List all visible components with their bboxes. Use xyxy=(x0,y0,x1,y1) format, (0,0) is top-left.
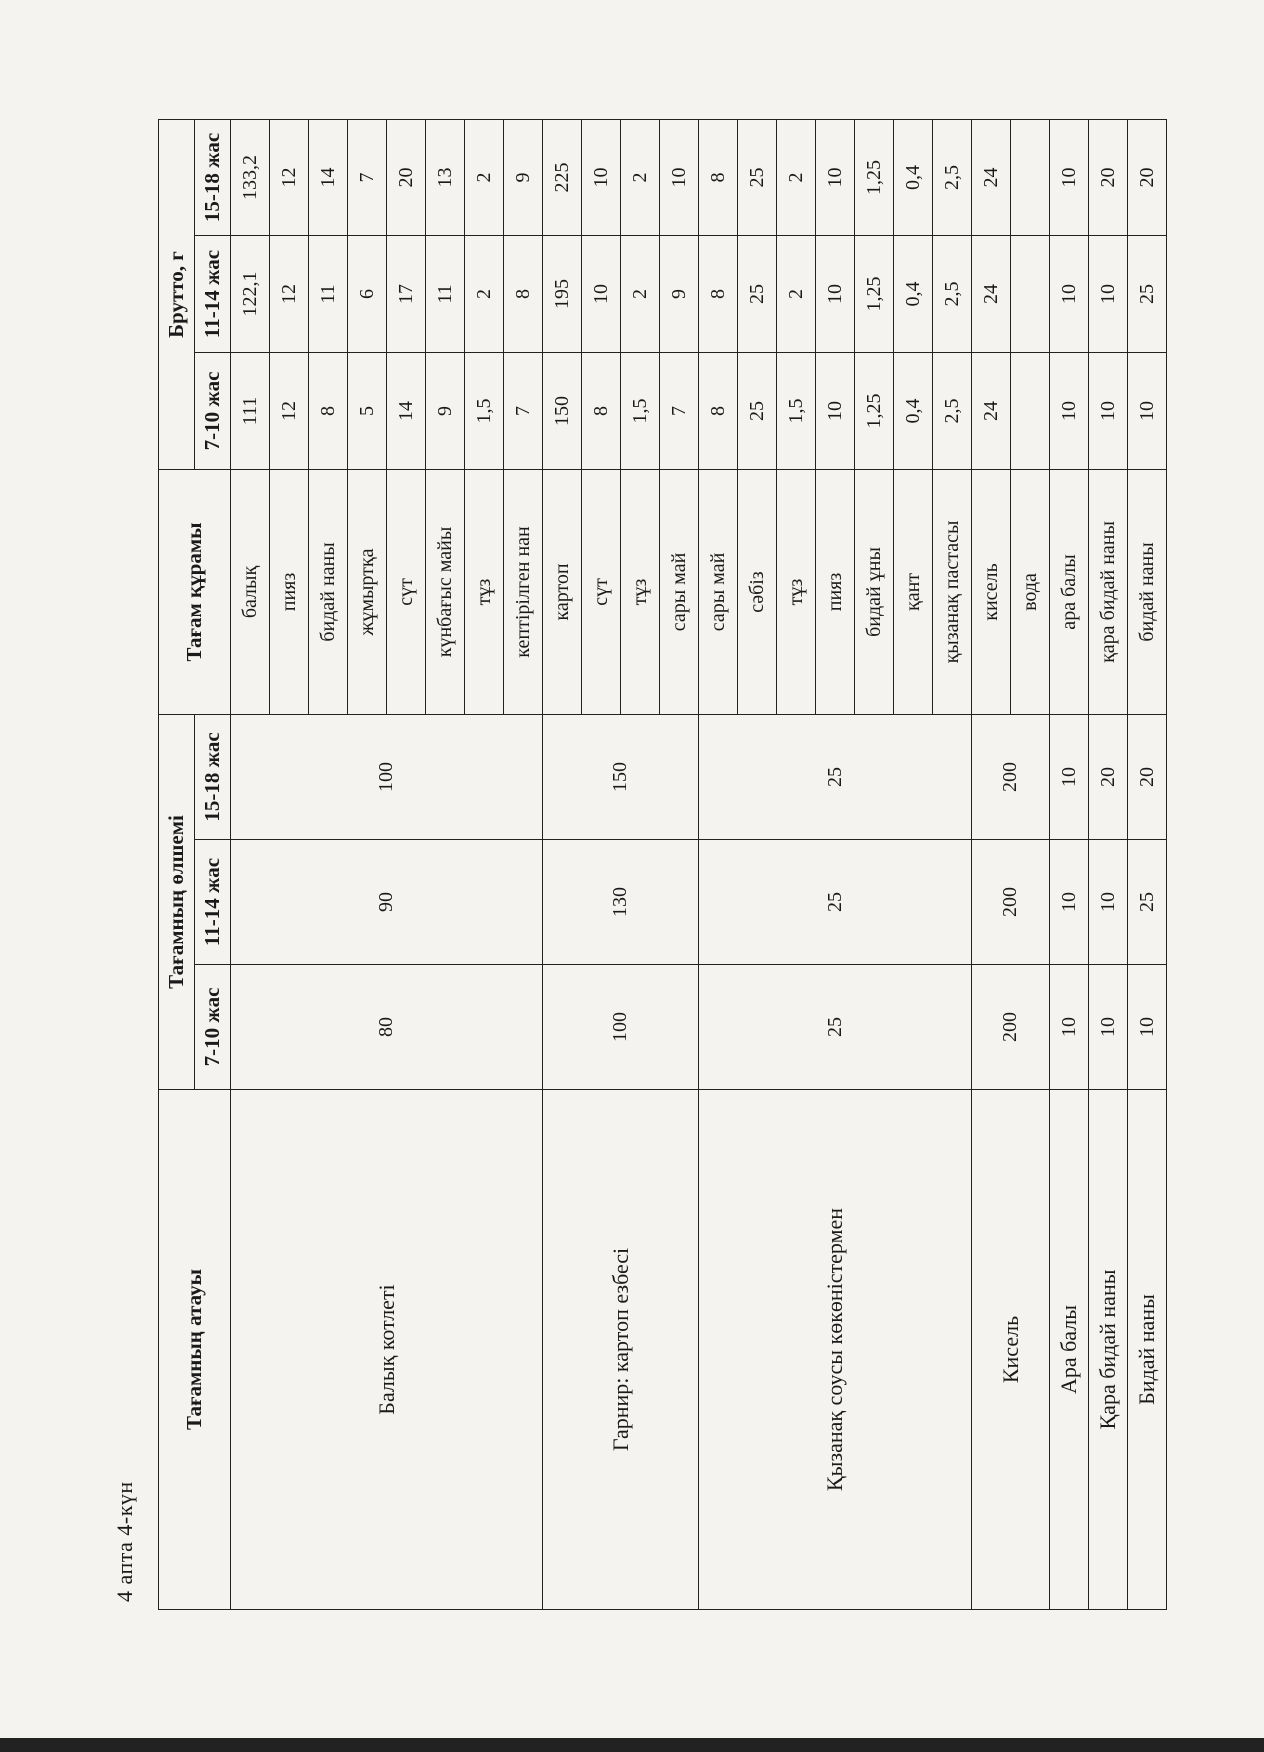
brutto-cell: 8 xyxy=(582,352,621,469)
brutto-cell xyxy=(1011,235,1050,352)
brutto-cell: 9 xyxy=(504,119,543,235)
header-portion-group: Тағамның өлшемі xyxy=(159,714,195,1089)
brutto-cell: 20 xyxy=(1128,119,1167,235)
portion-cell: 25 xyxy=(699,714,972,839)
table-row xyxy=(231,119,270,1609)
brutto-cell: 1,5 xyxy=(777,352,816,469)
brutto-cell: 225 xyxy=(543,119,582,235)
brutto-cell: 7 xyxy=(660,352,699,469)
brutto-cell: 10 xyxy=(816,352,855,469)
ingredient-cell: сүт xyxy=(387,469,426,714)
ingredient-cell: қызанақ пастасы xyxy=(933,469,972,714)
brutto-cell xyxy=(1011,119,1050,235)
dish-name-cell: Гарнир: картоп езбесі xyxy=(543,1090,699,1610)
brutto-cell: 1,25 xyxy=(855,352,894,469)
page-title: 4 апта 4-күн xyxy=(112,1481,137,1602)
ingredient-cell: бидай наны xyxy=(309,469,348,714)
scan-edge xyxy=(0,1738,1264,1752)
rotated-document xyxy=(100,90,1240,1620)
brutto-cell: 0,4 xyxy=(894,235,933,352)
ingredient-cell: тұз xyxy=(777,469,816,714)
brutto-cell: 1,5 xyxy=(621,352,660,469)
header-brutto-11-14: 11-14 жас xyxy=(195,235,231,352)
brutto-cell: 7 xyxy=(504,352,543,469)
ingredient-cell: жұмыртқа xyxy=(348,469,387,714)
brutto-cell: 8 xyxy=(504,235,543,352)
dish-name-cell: Ара балы xyxy=(1050,1090,1089,1610)
header-composition: Тағам құрамы xyxy=(159,469,231,714)
brutto-cell: 12 xyxy=(270,235,309,352)
portion-cell: 10 xyxy=(1050,714,1089,839)
ingredient-cell: кисель xyxy=(972,469,1011,714)
ingredient-cell: күнбағыс майы xyxy=(426,469,465,714)
dish-name-cell: Кисель xyxy=(972,1090,1050,1610)
brutto-cell: 10 xyxy=(660,119,699,235)
header-brutto-7-10: 7-10 жас xyxy=(195,352,231,469)
portion-cell: 25 xyxy=(699,840,972,965)
brutto-cell: 13 xyxy=(426,119,465,235)
portion-cell: 150 xyxy=(543,714,699,839)
portion-cell: 130 xyxy=(543,840,699,965)
table-row xyxy=(543,119,582,1609)
dish-name-cell: Бидай наны xyxy=(1128,1090,1167,1610)
brutto-cell: 2 xyxy=(465,119,504,235)
table-row xyxy=(1128,119,1167,1609)
brutto-cell: 8 xyxy=(699,352,738,469)
brutto-cell: 25 xyxy=(738,235,777,352)
brutto-cell: 10 xyxy=(1128,352,1167,469)
brutto-cell: 2 xyxy=(777,119,816,235)
brutto-cell: 14 xyxy=(387,352,426,469)
ingredient-cell: сәбіз xyxy=(738,469,777,714)
ingredient-cell: балық xyxy=(231,469,270,714)
portion-cell: 25 xyxy=(699,965,972,1090)
portion-cell: 10 xyxy=(1089,840,1128,965)
ingredient-cell: тұз xyxy=(465,469,504,714)
portion-cell: 200 xyxy=(972,965,1050,1090)
dish-name-cell: Балық котлеті xyxy=(231,1090,543,1610)
brutto-cell: 8 xyxy=(309,352,348,469)
brutto-cell: 24 xyxy=(972,235,1011,352)
portion-cell: 200 xyxy=(972,840,1050,965)
brutto-cell: 2 xyxy=(621,119,660,235)
ingredient-cell: кептірілген нан xyxy=(504,469,543,714)
ingredient-cell: бидай наны xyxy=(1128,469,1167,714)
portion-cell: 100 xyxy=(543,965,699,1090)
brutto-cell: 2 xyxy=(621,235,660,352)
brutto-cell: 24 xyxy=(972,352,1011,469)
brutto-cell: 1,25 xyxy=(855,235,894,352)
portion-cell: 100 xyxy=(231,714,543,839)
brutto-cell: 11 xyxy=(426,235,465,352)
brutto-cell: 20 xyxy=(1089,119,1128,235)
portion-cell: 90 xyxy=(231,840,543,965)
portion-cell: 25 xyxy=(1128,840,1167,965)
brutto-cell: 10 xyxy=(582,119,621,235)
brutto-cell: 2 xyxy=(777,235,816,352)
ingredient-cell: сары май xyxy=(699,469,738,714)
portion-cell: 10 xyxy=(1050,840,1089,965)
brutto-cell: 0,4 xyxy=(894,352,933,469)
brutto-cell: 10 xyxy=(1089,352,1128,469)
table-row xyxy=(1089,119,1128,1609)
brutto-cell: 10 xyxy=(1050,352,1089,469)
brutto-cell: 1,5 xyxy=(465,352,504,469)
brutto-cell: 195 xyxy=(543,235,582,352)
ingredient-cell: пияз xyxy=(270,469,309,714)
brutto-cell: 2,5 xyxy=(933,352,972,469)
brutto-cell xyxy=(1011,352,1050,469)
portion-cell: 10 xyxy=(1128,965,1167,1090)
header-brutto-group: Брутто, г xyxy=(159,119,195,469)
brutto-cell: 12 xyxy=(270,352,309,469)
brutto-cell: 10 xyxy=(816,119,855,235)
brutto-cell: 8 xyxy=(699,119,738,235)
portion-cell: 200 xyxy=(972,714,1050,839)
portion-cell: 10 xyxy=(1050,965,1089,1090)
portion-cell: 10 xyxy=(1089,965,1128,1090)
table-row xyxy=(1050,119,1089,1609)
ingredient-cell: ара балы xyxy=(1050,469,1089,714)
brutto-cell: 9 xyxy=(660,235,699,352)
menu-table xyxy=(158,119,1167,1610)
brutto-cell: 10 xyxy=(1089,235,1128,352)
header-portion-11-14: 11-14 жас xyxy=(195,840,231,965)
brutto-cell: 10 xyxy=(816,235,855,352)
brutto-cell: 20 xyxy=(387,119,426,235)
menu-table-body xyxy=(231,119,1167,1609)
brutto-cell: 133,2 xyxy=(231,119,270,235)
brutto-cell: 2,5 xyxy=(933,235,972,352)
portion-cell: 80 xyxy=(231,965,543,1090)
brutto-cell: 10 xyxy=(1050,119,1089,235)
dish-name-cell: Қара бидай наны xyxy=(1089,1090,1128,1610)
brutto-cell: 17 xyxy=(387,235,426,352)
dish-name-cell: Қызанақ соусы көкөністермен xyxy=(699,1090,972,1610)
brutto-cell: 25 xyxy=(1128,235,1167,352)
ingredient-cell: бидай ұны xyxy=(855,469,894,714)
brutto-cell: 5 xyxy=(348,352,387,469)
brutto-cell: 150 xyxy=(543,352,582,469)
header-dish-name: Тағамның атауы xyxy=(159,1090,231,1610)
brutto-cell: 6 xyxy=(348,235,387,352)
brutto-cell: 122,1 xyxy=(231,235,270,352)
brutto-cell: 2 xyxy=(465,235,504,352)
brutto-cell: 10 xyxy=(1050,235,1089,352)
ingredient-cell: картоп xyxy=(543,469,582,714)
brutto-cell: 25 xyxy=(738,352,777,469)
ingredient-cell: вода xyxy=(1011,469,1050,714)
table-row xyxy=(972,119,1011,1609)
brutto-cell: 11 xyxy=(309,235,348,352)
brutto-cell: 7 xyxy=(348,119,387,235)
header-brutto-15-18: 15-18 жас xyxy=(195,119,231,235)
brutto-cell: 8 xyxy=(699,235,738,352)
table-row xyxy=(699,119,738,1609)
brutto-cell: 0,4 xyxy=(894,119,933,235)
brutto-cell: 1,25 xyxy=(855,119,894,235)
brutto-cell: 9 xyxy=(426,352,465,469)
ingredient-cell: қант xyxy=(894,469,933,714)
ingredient-cell: пияз xyxy=(816,469,855,714)
brutto-cell: 111 xyxy=(231,352,270,469)
brutto-cell: 14 xyxy=(309,119,348,235)
ingredient-cell: сүт xyxy=(582,469,621,714)
header-portion-7-10: 7-10 жас xyxy=(195,965,231,1090)
ingredient-cell: қара бидай наны xyxy=(1089,469,1128,714)
portion-cell: 20 xyxy=(1128,714,1167,839)
brutto-cell: 10 xyxy=(582,235,621,352)
brutto-cell: 12 xyxy=(270,119,309,235)
ingredient-cell: сары май xyxy=(660,469,699,714)
brutto-cell: 25 xyxy=(738,119,777,235)
ingredient-cell: тұз xyxy=(621,469,660,714)
header-portion-15-18: 15-18 жас xyxy=(195,714,231,839)
brutto-cell: 2,5 xyxy=(933,119,972,235)
portion-cell: 20 xyxy=(1089,714,1128,839)
brutto-cell: 24 xyxy=(972,119,1011,235)
